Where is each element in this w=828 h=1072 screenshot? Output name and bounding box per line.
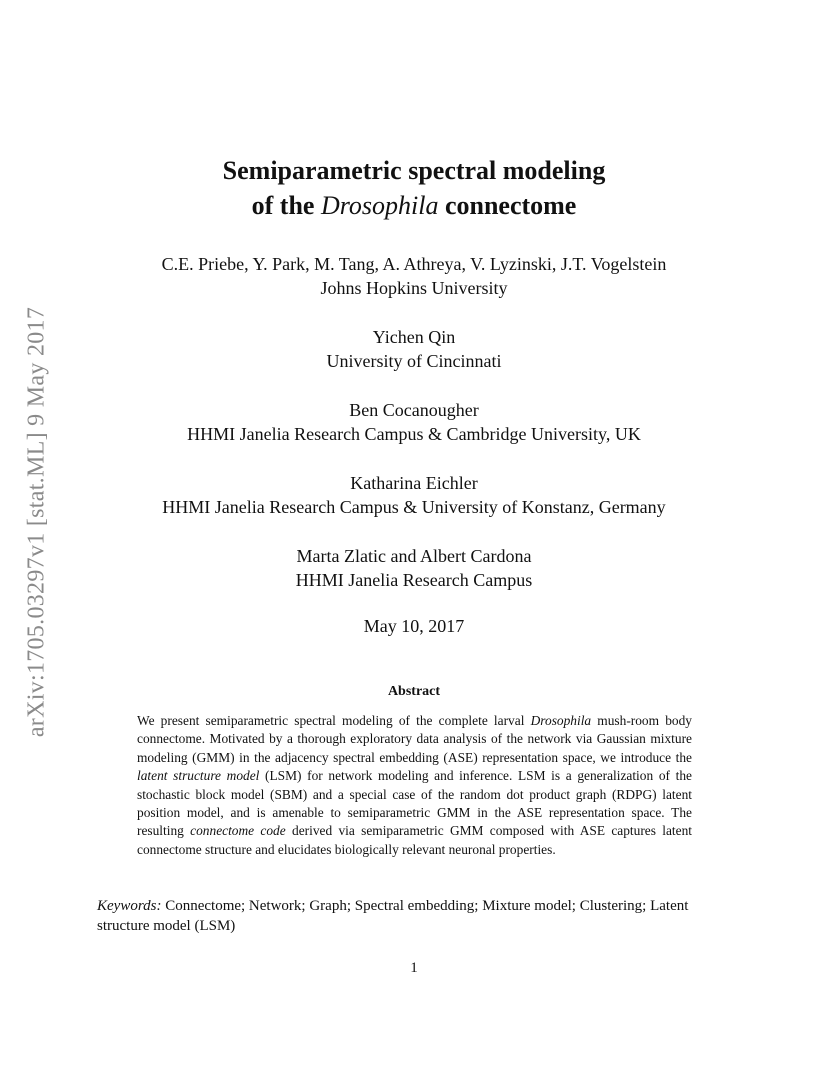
paper-date: May 10, 2017 [363,616,465,636]
paper-title [100,153,728,223]
author-group [60,544,768,592]
author-affiliation: University of Cincinnati [326,351,502,371]
title-line-1: Semiparametric spectral modeling [222,156,606,185]
abstract-italic: connectome code [190,823,286,839]
abstract-part: derived via semiparametric GMM composed with ASE captures latent connectome structure and elucidates biologically relevant neuronal properties. [137,823,692,857]
title-line-2-pre: of the [251,191,321,220]
author-group [60,325,768,373]
author-group [60,398,768,446]
abstract-part: We present semiparametric spectral modeling of the complete larval [137,713,531,728]
author-names: Yichen Qin [372,327,456,347]
title-line-2 [100,188,728,223]
author-affiliation: HHMI Janelia Research Campus [295,570,533,590]
author-names: Ben Cocanougher [349,400,479,420]
abstract-heading: Abstract [387,684,441,699]
author-affiliation: HHMI Janelia Research Campus & Cambridge University, UK [187,424,641,444]
title-line-2-post: connectome [438,191,577,220]
abstract-italic: Drosophila [530,713,592,728]
arxiv-stamp: arXiv:1705.03297v1 [stat.ML] 9 May 2017 [23,306,50,738]
author-group [60,471,768,519]
author-group [60,252,768,300]
abstract-part: (LSM) for network modeling and inference. LSM is a generalization of the stochastic block model (SBM) and a special case of the random dot product graph (RDPG) latent position model, and is amenable to semiparametric GMM in the ASE representation space. The resulting [137,768,692,839]
title-italic-word: Drosophila [320,191,439,220]
abstract-text [137,712,692,859]
author-names: C.E. Priebe, Y. Park, M. Tang, A. Athreya, V. Lyzinski, J.T. Vogelstein [161,254,667,274]
keywords [97,896,733,936]
author-names: Marta Zlatic and Albert Cardona [296,546,532,566]
abstract-italic: latent structure model [137,768,260,784]
keywords-label: Keywords: [97,898,162,914]
author-affiliation: Johns Hopkins University [320,278,508,298]
page-number: 1 [410,960,418,976]
keywords-text: Connectome; Network; Graph; Spectral embedding; Mixture model; Clustering; Latent structure model (LSM) [97,898,689,934]
author-list [60,252,768,617]
author-affiliation: HHMI Janelia Research Campus & University of Konstanz, Germany [162,497,666,517]
author-names: Katharina Eichler [350,473,478,493]
abstract-part: mush-room body connectome. Motivated by a thorough exploratory data analysis of the network via Gaussian mixture modeling (GMM) in the adjacency spectral embedding (ASE) representation space, we introduce the [137,713,693,765]
